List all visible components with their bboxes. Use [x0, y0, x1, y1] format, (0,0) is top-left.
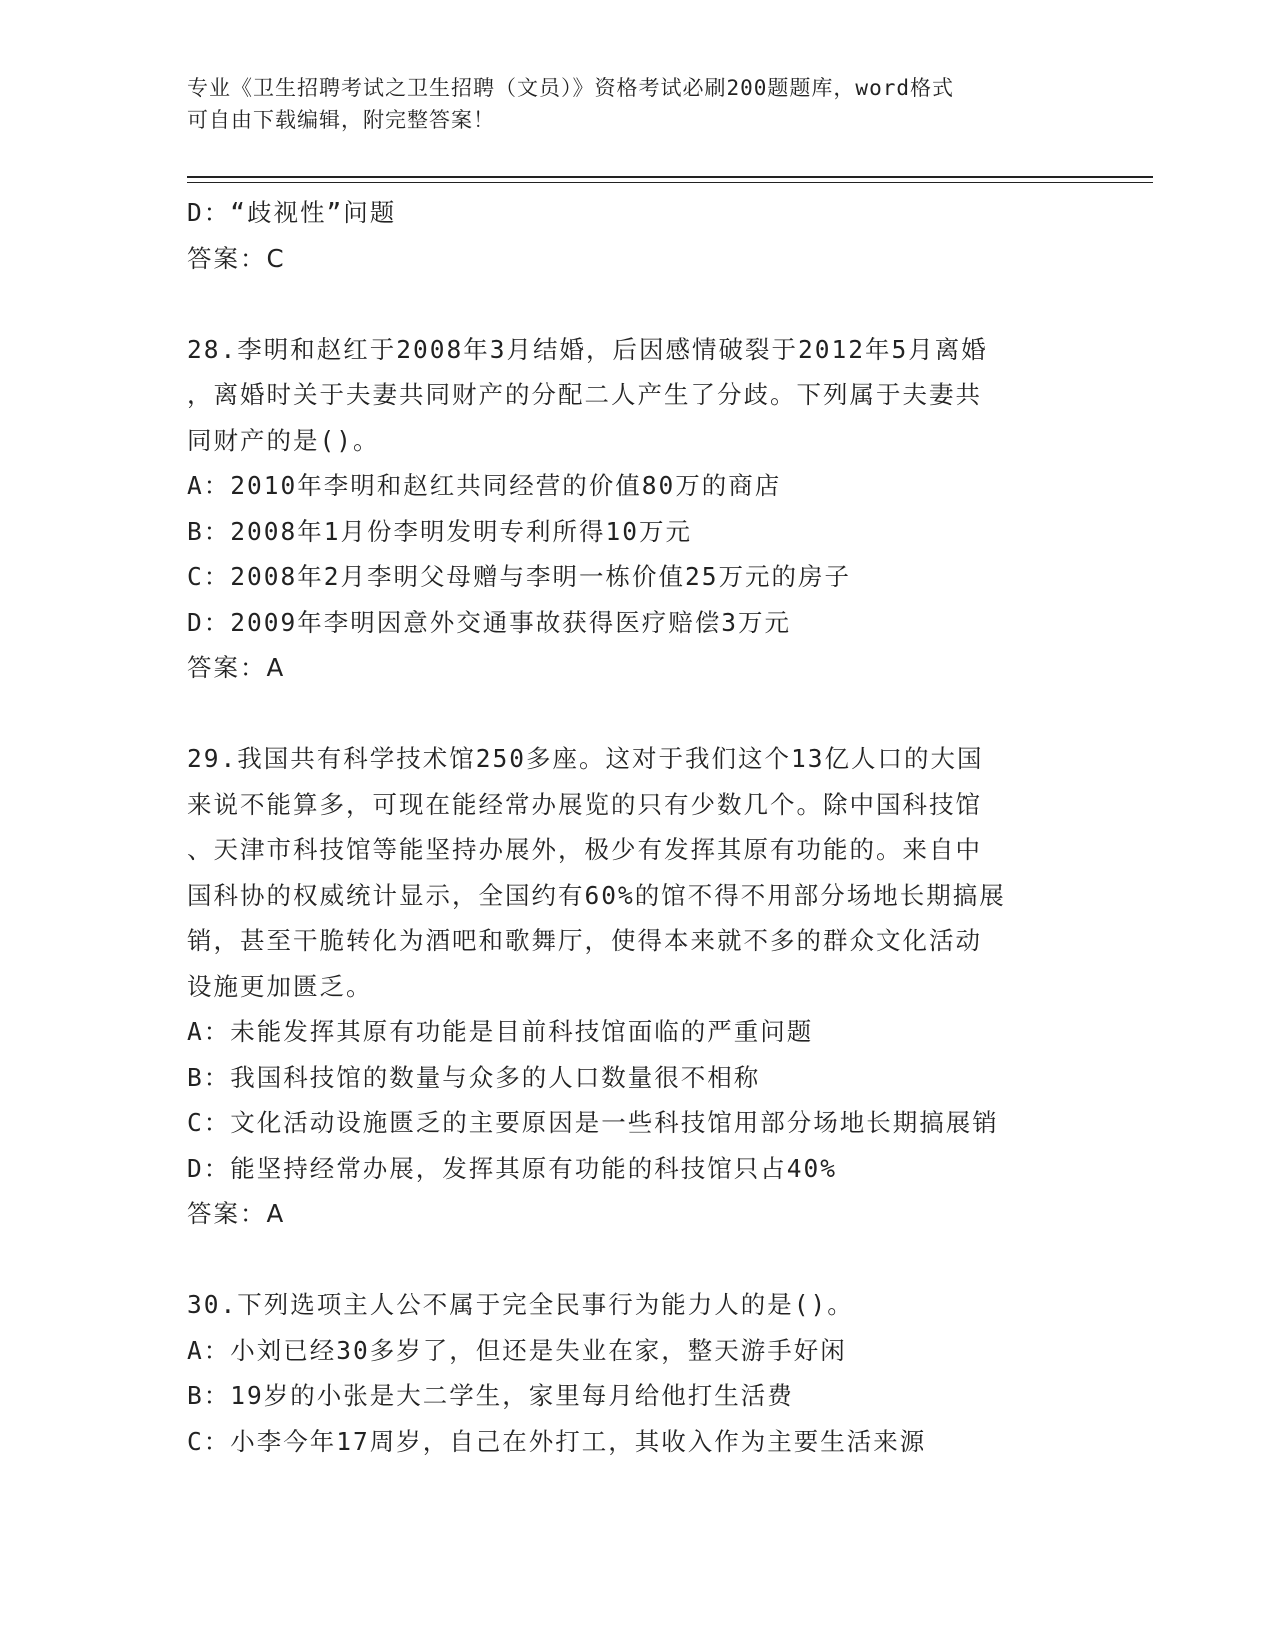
header-title-line-1: 专业《卫生招聘考试之卫生招聘（文员）》资格考试必刷200题题库，word格式 [187, 76, 954, 100]
header-divider-thin [187, 182, 1153, 183]
option-a: A：2010年李明和赵红共同经营的价值80万的商店 [187, 471, 782, 500]
question-stem-line: 、天津市科技馆等能坚持办展外，极少有发挥其原有功能的。来自中 [187, 835, 982, 864]
question-stem-line: ，离婚时关于夫妻共同财产的分配二人产生了分歧。下列属于夫妻共 [187, 380, 982, 409]
option-d: D：能坚持经常办展，发挥其原有功能的科技馆只占40% [187, 1153, 837, 1183]
question-stem-line: 30.下列选项主人公不属于完全民事行为能力人的是()。 [187, 1290, 854, 1319]
question-29 [187, 736, 1087, 1237]
spacer [187, 691, 1087, 737]
document-body [187, 190, 1087, 1464]
option-d: D：2009年李明因意外交通事故获得医疗赔偿3万元 [187, 607, 791, 637]
option-a: A：小刘已经30多岁了，但还是失业在家，整天游手好闲 [187, 1335, 847, 1365]
document-header [187, 72, 1067, 136]
option-b: B：19岁的小张是大二学生，家里每月给他打生活费 [187, 1381, 794, 1410]
option-c: C：文化活动设施匮乏的主要原因是一些科技馆用部分场地长期搞展销 [187, 1108, 999, 1137]
option-d: D：“歧视性”问题 [187, 198, 397, 227]
question-30 [187, 1282, 1087, 1464]
question-stem-line: 29.我国共有科学技术馆250多座。这对于我们这个13亿人口的大国 [187, 744, 984, 773]
option-c: C：2008年2月李明父母赠与李明一栋价值25万元的房子 [187, 562, 851, 591]
question-28 [187, 327, 1087, 691]
spacer [187, 1237, 1087, 1283]
option-b: B：2008年1月份李明发明专利所得10万元 [187, 516, 693, 546]
option-b: B：我国科技馆的数量与众多的人口数量很不相称 [187, 1062, 761, 1092]
answer: 答案：A [187, 1199, 286, 1228]
question-stem-line: 同财产的是()。 [187, 425, 380, 455]
question-stem-line: 国科协的权威统计显示，全国约有60%的馆不得不用部分场地长期搞展 [187, 880, 1006, 910]
question-stem-line: 销，甚至干脆转化为酒吧和歌舞厅，使得本来就不多的群众文化活动 [187, 926, 982, 955]
question-stem-line: 28.李明和赵红于2008年3月结婚，后因感情破裂于2012年5月离婚 [187, 334, 988, 364]
option-c: C：小李今年17周岁，自己在外打工，其收入作为主要生活来源 [187, 1426, 927, 1456]
question-stem-line: 来说不能算多，可现在能经常办展览的只有少数几个。除中国科技馆 [187, 789, 982, 819]
option-a: A：未能发挥其原有功能是目前科技馆面临的严重问题 [187, 1017, 814, 1046]
header-title-line-2: 可自由下载编辑，附完整答案！ [187, 108, 495, 132]
question-stem-line: 设施更加匮乏。 [187, 971, 373, 1001]
answer: 答案：A [187, 653, 286, 682]
spacer [187, 281, 1087, 327]
question-27-tail [187, 190, 1087, 281]
answer: 答案：C [187, 243, 286, 273]
header-divider-thick [187, 176, 1153, 178]
